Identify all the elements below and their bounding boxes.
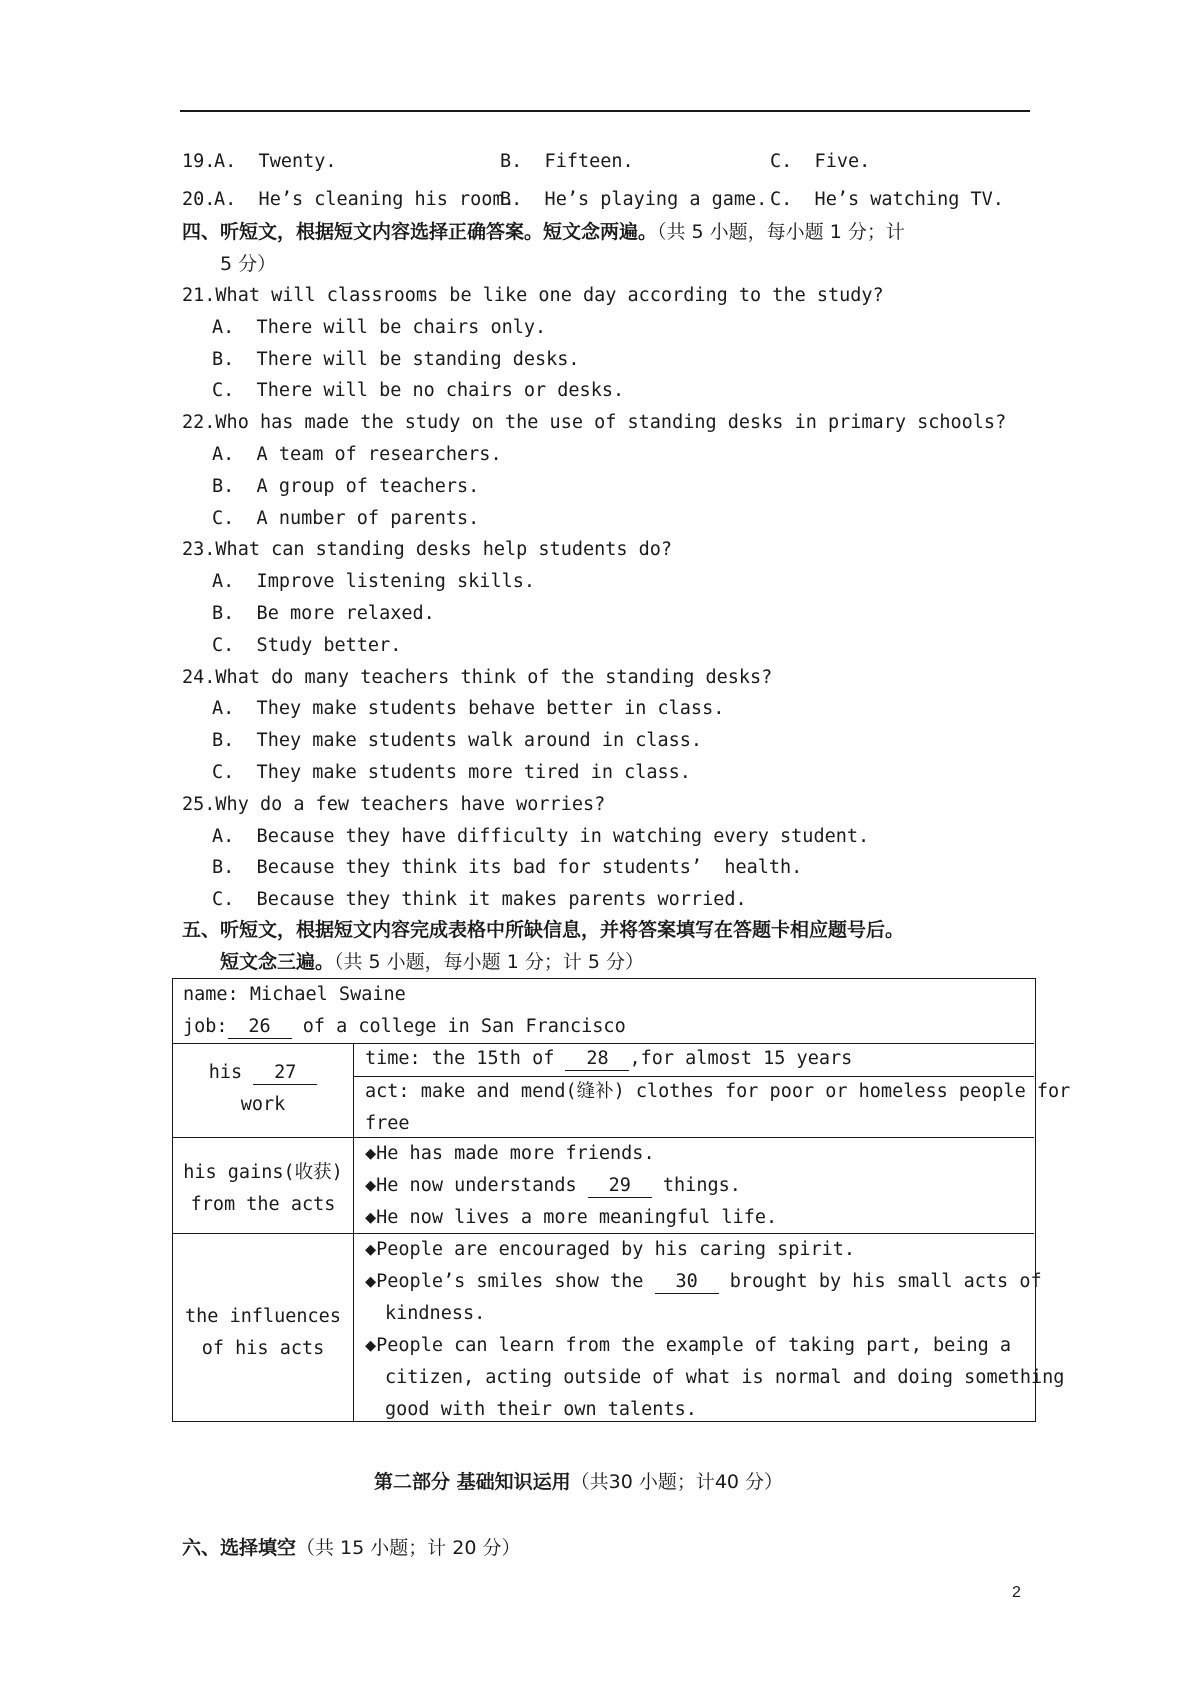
question-stem: 24.What do many teachers think of the standing desks? [182, 666, 773, 688]
inf2-prefix: ◆People’s smiles show the [365, 1271, 655, 1292]
row3-label: the influences [185, 1306, 341, 1327]
section4-note: （共 5 小题，每小题 1 分；计 [657, 221, 905, 243]
answer-option: A. There will be chairs only. [212, 316, 547, 338]
info-table [172, 978, 1071, 1422]
answer-blank-30: 30 [655, 1271, 719, 1294]
question-stem: 25.Why do a few teachers have worries? [182, 793, 606, 815]
q19-option-a: A. Twenty. [214, 151, 337, 172]
answer-option: C. There will be no chairs or desks. [212, 380, 625, 402]
answer-blank-27: 27 [253, 1062, 317, 1085]
row1-label-line2: work [240, 1094, 286, 1115]
answer-blank-26: 26 [228, 1016, 292, 1039]
answer-option: A. Because they have difficulty in watching every student. [212, 825, 870, 847]
answer-option: B. Because they think its bad for students’ health. [212, 857, 803, 879]
answer-option: B. A group of teachers. [212, 475, 480, 497]
table-rule [173, 1233, 1034, 1234]
row2-label-line2: from the acts [190, 1194, 336, 1215]
answer-blank-29: 29 [588, 1175, 652, 1198]
gain-item [365, 1174, 741, 1198]
q19-option-b: B. Fifteen. [500, 151, 634, 172]
gain2-prefix: ◆He now understands [365, 1175, 588, 1196]
section4-heading: 四、听短文，根据短文内容选择正确答案。短文念两遍。 [182, 221, 658, 243]
row1-act-line2: free [365, 1113, 410, 1134]
table-rule [173, 1137, 1034, 1138]
q20-num: 20. [182, 189, 216, 210]
influence-item-cont: citizen, acting outside of what is normal and doing something [385, 1367, 1065, 1388]
gain-item: ◆He has made more friends. [365, 1143, 655, 1164]
answer-blank-28: 28 [565, 1048, 629, 1071]
row1-label-prefix: his [208, 1062, 254, 1083]
inf2-suffix: brought by his small acts of [718, 1271, 1042, 1292]
section6-heading-line [182, 1536, 521, 1562]
q19-num: 19. [182, 151, 216, 172]
influence-item-cont: good with their own talents. [385, 1399, 697, 1420]
job-prefix: job: [183, 1016, 228, 1037]
section5-heading: 五、听短文，根据短文内容完成表格中所缺信息，并将答案填写在答题卡相应题号后。 [182, 919, 905, 941]
question-stem: 22.Who has made the study on the use of standing desks in primary schools? [182, 412, 1007, 434]
answer-option: C. Because they think it makes parents worried. [212, 889, 747, 911]
page-number: 2 [1012, 1584, 1021, 1601]
section4-heading-line [182, 220, 905, 246]
answer-option: C. They make students more tired in class. [212, 762, 691, 783]
answer-option: A. They make students behave better in class. [212, 698, 725, 720]
section6-heading: 六、选择填空 [182, 1537, 297, 1559]
row1-time [365, 1047, 852, 1071]
answer-option: B. Be more relaxed. [212, 603, 435, 624]
job-suffix: of a college in San Francisco [291, 1016, 626, 1037]
row1-act: act: make and mend(缝补) clothes for poor or homeless people for [365, 1081, 1071, 1102]
row1-label [173, 1061, 353, 1085]
gain-item: ◆He now lives a more meaningful life. [365, 1207, 778, 1228]
question-stem: 21.What will classrooms be like one day according to the study? [182, 285, 884, 306]
answer-option: C. Study better. [212, 634, 402, 656]
question-stem: 23.What can standing desks help students do? [182, 539, 673, 561]
header-rule [180, 110, 1030, 112]
table-rule [353, 1043, 354, 1421]
table-rule [353, 1076, 1034, 1077]
section5-note: （共 5 小题，每小题 1 分；计 5 分） [334, 951, 645, 973]
answer-option: A. Improve listening skills. [212, 571, 536, 593]
q20-option-c: C. He’s watching TV. [770, 189, 1004, 210]
q19-option-c: C. Five. [770, 151, 871, 172]
section5-heading2: 短文念三遍。 [220, 951, 335, 973]
gain2-suffix: things. [651, 1175, 741, 1196]
answer-option: B. There will be standing desks. [212, 348, 580, 370]
answer-option: C. A number of parents. [212, 507, 480, 529]
row2-label: his gains(收获) [183, 1162, 343, 1183]
influence-item: ◆People can learn from the example of taking part, being a [365, 1335, 1012, 1356]
q20-option-b: B. He’s playing a game. [500, 189, 768, 210]
table-name: name: Michael Swaine [183, 984, 406, 1005]
time-suffix: ,for almost 15 years [629, 1048, 853, 1069]
q20-option-a: A. He’s cleaning his room. [214, 189, 515, 210]
influence-item: ◆People are encouraged by his caring spirit. [365, 1239, 856, 1260]
row3-label-line2: of his acts [201, 1338, 325, 1359]
part2-heading-line [374, 1470, 783, 1496]
answer-option: A. A team of researchers. [212, 444, 502, 465]
section5-heading-line2 [220, 950, 644, 976]
time-prefix: time: the 15th of [365, 1048, 566, 1069]
influence-item-cont: kindness. [385, 1303, 486, 1324]
part2-note: （共30 小题；计40 分） [570, 1471, 784, 1493]
table-rule [173, 1043, 1034, 1044]
answer-option: B. They make students walk around in class. [212, 730, 703, 752]
table-job [183, 1015, 626, 1039]
section6-note: （共 15 小题；计 20 分） [296, 1537, 521, 1559]
part2-heading: 第二部分 基础知识运用 [374, 1471, 571, 1493]
influence-item [365, 1270, 1042, 1294]
section4-note-cont: 5 分） [220, 253, 277, 275]
